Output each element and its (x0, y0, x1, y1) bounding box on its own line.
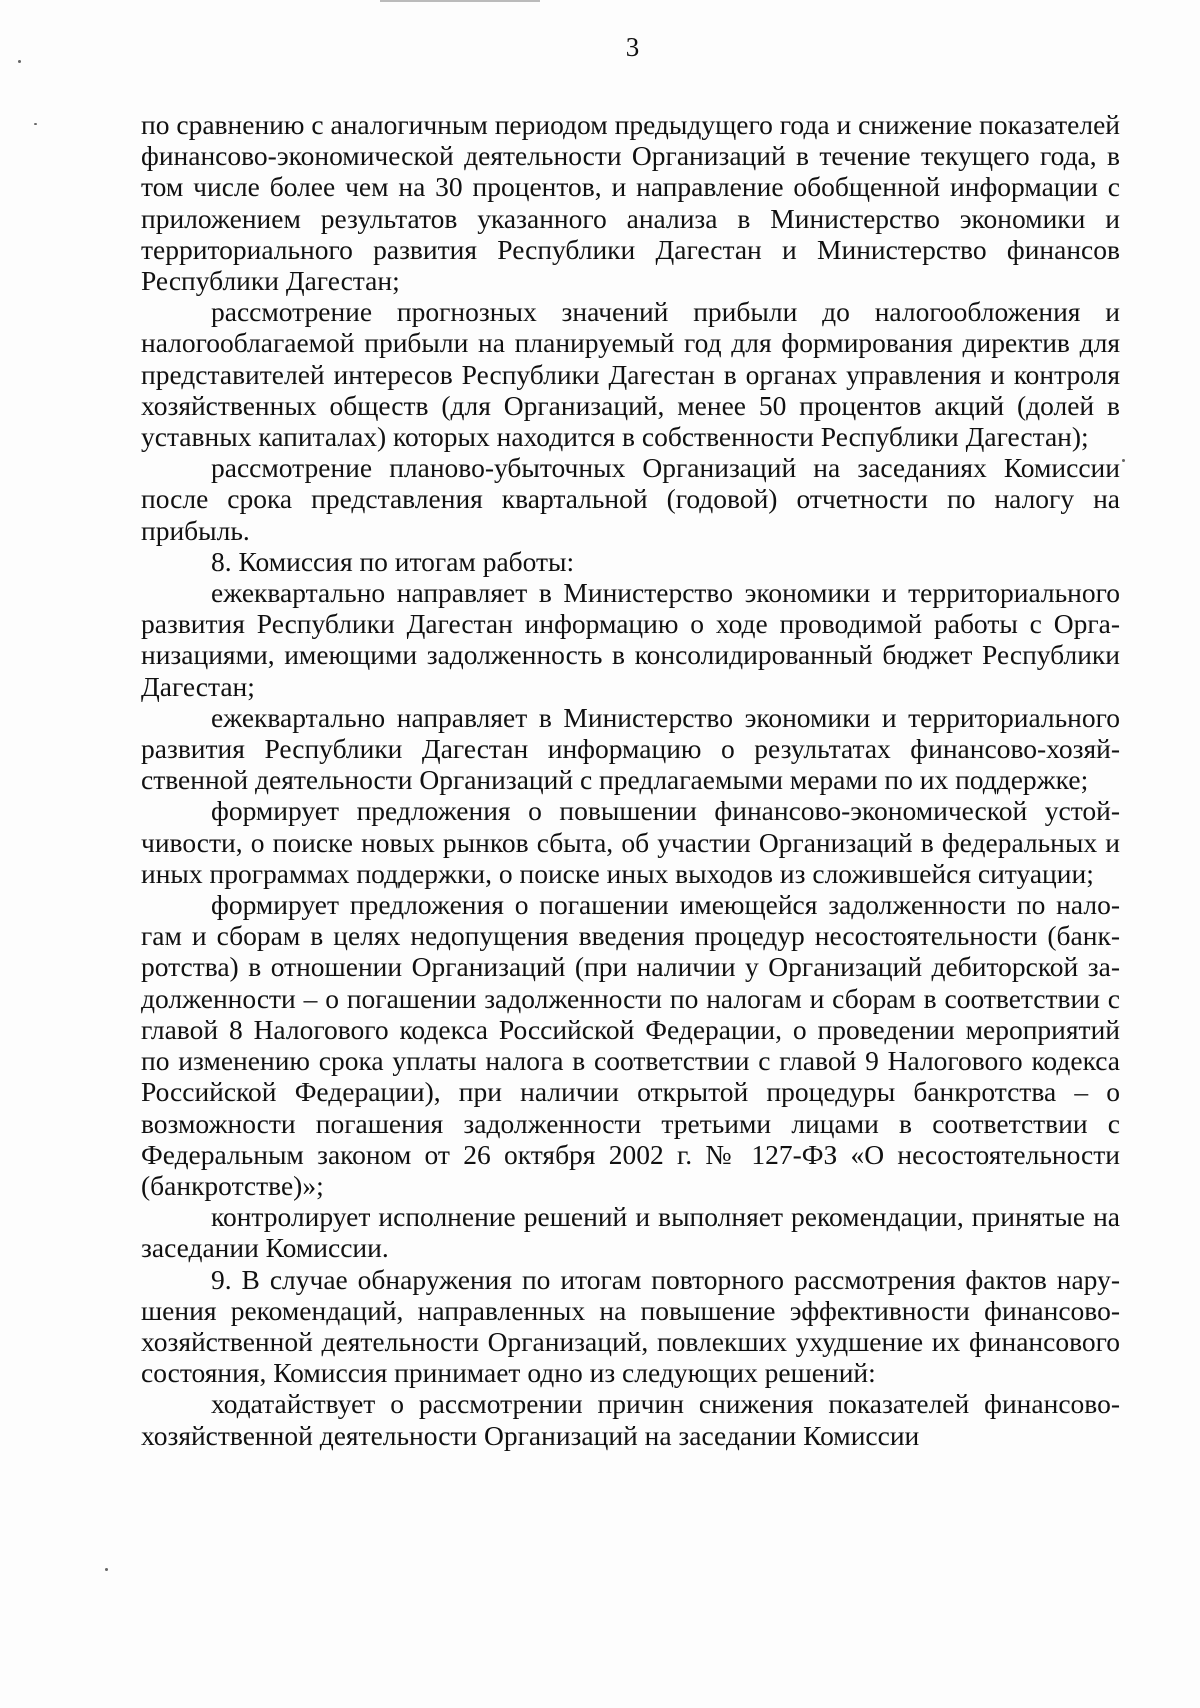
paragraph: рассмотрение планово-убыточных Организаций на заседаниях Комиссии после срока представления квартальной (годовой) отчетности по налогу на прибыль. (141, 452, 1120, 546)
page-number: 3 (625, 32, 640, 62)
scan-edge-mark (380, 0, 540, 2)
paragraph: контролирует исполнение решений и выполняет рекомендации, принятые на заседании Комиссии. (141, 1201, 1120, 1264)
scan-speck (105, 1568, 108, 1571)
document-body (141, 109, 1120, 1451)
paragraph: 9. В случае обнаружения по итогам повторного рассмотрения фактов нарушения рекомендаций, направленных на повышение эффективности финансово-хозяйственной деятельности Организаций, повлекших ухудшение их финансового состояния, Комиссия принимает одно из следующих решений: (141, 1263, 1120, 1389)
paragraph: ежеквартально направляет в Министерство экономики и территориального развития Республики Дагестан информацию о ходе проводимой работы с Организациями, имеющими задолженность в консолидированный бюджет Республики Дагестан; (141, 577, 1120, 702)
scan-speck (1122, 459, 1125, 462)
paragraph: ходатайствует о рассмотрении причин снижения показателей финансово-хозяйственной деятельности Организаций на заседании Комиссии (141, 1388, 1120, 1451)
paragraph: ежеквартально направляет в Министерство экономики и территориального развития Республики Дагестан информацию о результатах финансово-хозяйственной деятельности Организаций с предлагаемыми мерами по их поддержке; (141, 701, 1120, 796)
paragraph: рассмотрение прогнозных значений прибыли до налогообложения и налогооблагаемой прибыли на планируемый год для формирования директив для представителей интересов Республики Дагестан в органах управления и контроля хозяйственных обществ (для Организаций, менее 50 процентов акций (долей в уставных капиталах) которых находится в собственности Республики Дагестан); (141, 296, 1120, 453)
paragraph: формирует предложения о погашении имеющейся задолженности по налогам и сборам в целях недопущения введения процедур несостоятельности (банкротства) в отношении Организаций (при наличии у Организаций дебиторской задолженности – о погашении задолженности по налогам и сборам в соответствии с главой 8 Налогового кодекса Российской Федерации, о проведении мероприятий по изменению срока уплаты налога в соответствии с главой 9 Налогового кодекса Российской Федерации), при наличии открытой процедуры банкротства – о возможности погашения задолженности третьими лицами в соответствии с Федеральным законом от 26 октября 2002 г. № 127-ФЗ «О несостоятельности (банкротстве)»; (141, 889, 1120, 1201)
paragraph: по сравнению с аналогичным периодом предыдущего года и снижение показателей финансово-экономической деятельности Организаций в течение текущего года, в том числе более чем на 30 процентов, и направление обобщенной информации с приложением результатов указанного анализа в Министерство экономики и территориального развития Республики Дагестан и Министерство финансов Республики Дагестан; (141, 109, 1120, 297)
paragraph: 8. Комиссия по итогам работы: (211, 545, 575, 577)
scan-speck (34, 123, 37, 125)
paragraph: формирует предложения о повышении финансово-экономической устойчивости, о поиске новых рынков сбыта, об участии Организаций в федеральных и иных программах поддержки, о поиске иных выходов из сложившейся ситуации; (141, 795, 1120, 889)
